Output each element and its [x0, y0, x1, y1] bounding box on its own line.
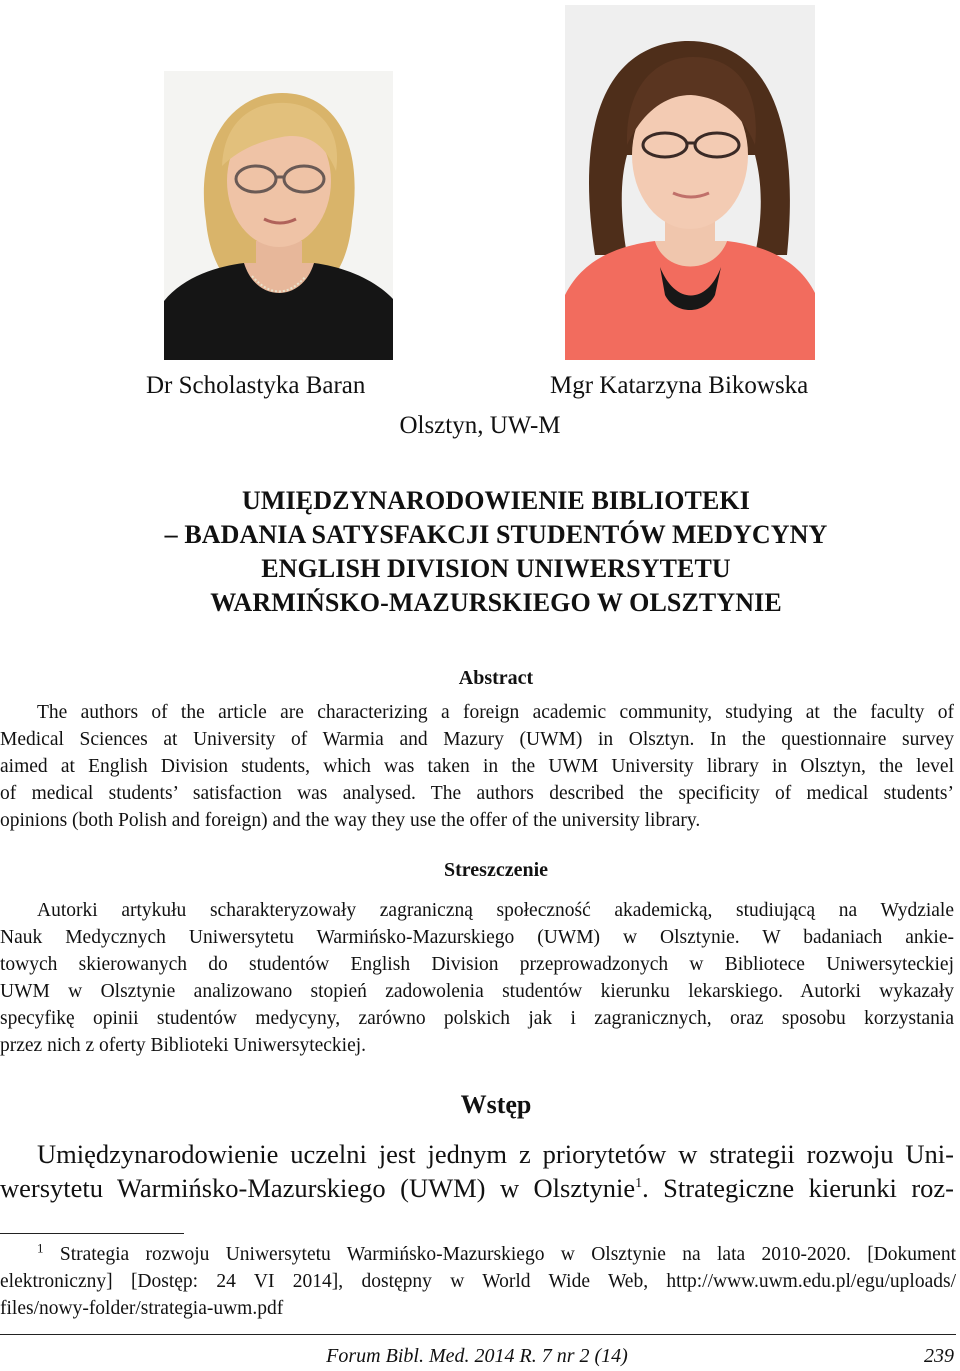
article-title	[0, 484, 960, 620]
streszczenie-line: UWM w Olsztynie analizowano stopień zadowolenia studentów kierunku lekarskiego. Autorki wykazały	[0, 981, 954, 1002]
author-name-baran: Dr Scholastyka Baran	[146, 372, 366, 399]
author-name-bikowska: Mgr Katarzyna Bikowska	[550, 372, 809, 399]
footnote-number: 1	[37, 1240, 44, 1256]
abstract-line: of medical students’ satisfaction was analysed. The authors described the specificity of medical students’	[0, 783, 954, 804]
footnote-line: files/nowy-folder/strategia-uwm.pdf	[0, 1298, 284, 1319]
title-line: ENGLISH DIVISION UNIWERSYTETU	[261, 554, 731, 583]
footnote-reference[interactable]: 1	[635, 1176, 643, 1192]
streszczenie-line: Nauk Medycznych Uniwersytetu Warmińsko-Mazurskiego (UWM) w Olsztynie. W badaniach ankie-	[0, 927, 954, 948]
streszczenie-line: towych skierowanych do studentów English Division przeprowadzonych w Bibliotece Uniwersyteckiej	[0, 954, 954, 975]
abstract-heading: Abstract	[458, 667, 534, 689]
footnote-text: Strategia rozwoju Uniwersytetu Warmińsko-Mazurskiego w Olsztynie na lata 2010-2020. [Dokument	[59, 1244, 957, 1265]
intro-paragraph	[0, 1137, 954, 1205]
page-number: 239	[924, 1345, 954, 1367]
title-line: – BADANIA SATYSFAKCJI STUDENTÓW MEDYCYNY	[164, 520, 828, 549]
streszczenie-line: specyfikę opinii studentów medycyny, zarówno polskich jak i zagranicznych, oraz sposobu korzystania	[0, 1008, 954, 1029]
title-line: WARMIŃSKO-MAZURSKIEGO W OLSZTYNIE	[210, 588, 782, 617]
portrait-image	[164, 71, 393, 360]
streszczenie-line: przez nich z oferty Biblioteki Uniwersyteckiej.	[0, 1035, 367, 1056]
title-line: UMIĘDZYNARODOWIENIE BIBLIOTEKI	[242, 486, 750, 515]
abstract-text	[0, 699, 954, 834]
author-photo-bikowska	[565, 5, 815, 360]
intro-line	[0, 1171, 954, 1205]
streszczenie-line: Autorki artykułu scharakteryzowały zagraniczną społeczność akademicką, studiującą na Wydziale	[37, 900, 954, 921]
abstract-line: The authors of the article are characterizing a foreign academic community, studying at the faculty of	[37, 702, 954, 723]
abstract-line: opinions (both Polish and foreign) and the way they use the offer of the university library.	[0, 810, 701, 831]
affiliation: Olsztyn, UW-M	[399, 412, 561, 439]
footer-divider	[0, 1334, 956, 1335]
abstract-line: aimed at English Division students, which was taken in the UWM University library in Olsztyn, the level	[0, 756, 954, 777]
footnote-line: elektroniczny] [Dostęp: 24 VI 2014], dostępny w World Wide Web, http://www.uwm.edu.pl/egu/uploads/	[0, 1271, 956, 1292]
footnote	[0, 1241, 956, 1322]
author-photo-baran	[164, 71, 393, 360]
streszczenie-text	[0, 897, 954, 1059]
intro-line: Umiędzynarodowienie uczelni jest jednym z priorytetów w strategii rozwoju Uni-	[37, 1139, 954, 1169]
journal-citation: Forum Bibl. Med. 2014 R. 7 nr 2 (14)	[326, 1345, 628, 1367]
intro-text: wersytetu Warmińsko-Mazurskiego (UWM) w Olsztynie	[0, 1173, 636, 1203]
footnote-line	[0, 1241, 956, 1268]
intro-heading: Wstęp	[460, 1090, 532, 1119]
intro-text: . Strategiczne kierunki roz-	[642, 1173, 954, 1203]
streszczenie-heading: Streszczenie	[443, 859, 549, 881]
abstract-line: Medical Sciences at University of Warmia and Mazury (UWM) in Olsztyn. In the questionnaire survey	[0, 729, 954, 750]
portrait-image	[565, 5, 815, 360]
footnote-divider	[0, 1233, 184, 1234]
